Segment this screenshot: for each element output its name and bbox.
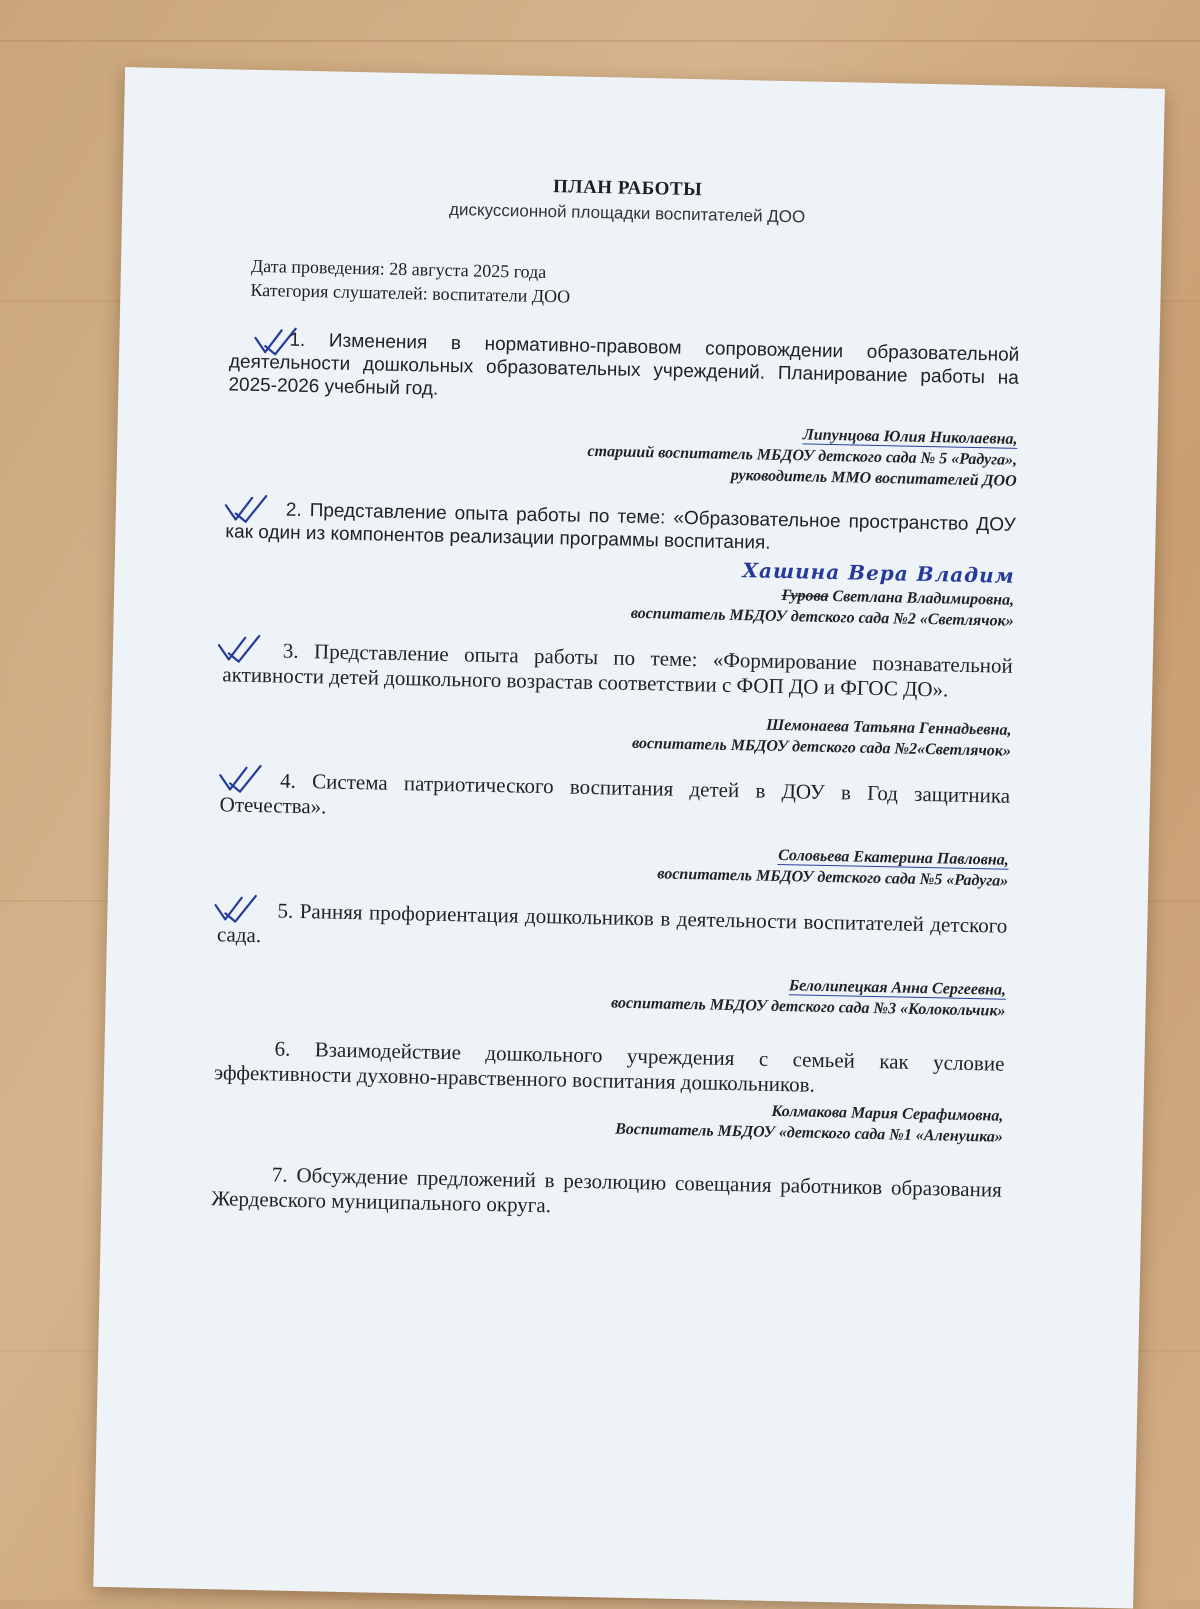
document-title: ПЛАН РАБОТЫ: [552, 176, 703, 201]
speaker-name: Шемонаева Татьяна Геннадьевна,: [766, 716, 1012, 739]
speaker-block-3: [221, 703, 1012, 762]
speaker-role: воспитатель МБДОУ детского сада №2«Светлячок»: [631, 734, 1012, 760]
speaker-role: воспитатель МБДОУ детского сада №2 «Светлячок»: [630, 604, 1014, 630]
agenda-item-text: 3. Представление опыта работы по теме: «Формирование познавательной активности детей дошкольного возрастав соответствии с ФОП ДО и ФГОС ДО».: [222, 638, 1014, 702]
speaker-name: Соловьева Екатерина Павловна,: [778, 846, 1009, 869]
speaker-role-2: руководитель ММО воспитателей ДОО: [730, 466, 1017, 490]
speaker-role: воспитатель МБДОУ детского сада №5 «Радуга»: [657, 865, 1009, 890]
agenda-item-4: [219, 767, 1010, 834]
handwritten-check-icon: [216, 761, 287, 796]
handwritten-check-icon: [222, 491, 293, 526]
agenda-item-3: [222, 637, 1013, 704]
date-line: Дата проведения: 28 августа 2025 года: [250, 255, 547, 282]
agenda-item-7: [211, 1161, 1002, 1228]
agenda-item-text: 2. Представление опыта работы по теме: «Образовательное пространство ДОУ как один из компонентов реализации программы воспитания.: [225, 499, 1016, 554]
agenda-item-text: 6. Взаимодействие дошкольного учреждения с семьей как условие эффективности духовно-нравственного воспитания дошкольников.: [213, 1036, 1005, 1097]
meta-block: [250, 254, 1021, 318]
agenda-item-5: [217, 897, 1008, 964]
document-subtitle: дискуссионной площадки воспитателей ДОО: [448, 199, 806, 227]
handwritten-check-icon: [211, 891, 282, 926]
category-line: Категория слушателей: воспитатели ДОО: [250, 279, 571, 307]
agenda-item-text: 4. Система патриотического воспитания детей в ДОУ в Год защитника Отечества».: [219, 768, 1011, 819]
handwritten-name: Хашина Вера Владим: [742, 558, 1015, 588]
speaker-block-5: [215, 963, 1006, 1022]
speaker-role: воспитатель МБДОУ детского сада №3 «Колокольчик»: [610, 994, 1006, 1020]
speaker-role: старший воспитатель МБДОУ детского сада № 5 «Радуга»,: [587, 442, 1018, 469]
handwritten-check-icon: [251, 324, 322, 359]
agenda-item-text: 5. Ранняя профориентация дошкольников в деятельности воспитателей детского сада.: [216, 898, 1008, 948]
document-content: [211, 169, 1023, 1227]
speaker-name-struck: Гурова: [781, 586, 829, 605]
speaker-block-1: [227, 412, 1018, 492]
speaker-role: Воспитатель МБДОУ «детского сада №1 «Аленушка»: [614, 1120, 1004, 1146]
agenda-item-2: [225, 497, 1016, 560]
document-page: [93, 67, 1165, 1608]
speaker-block-4: [218, 833, 1009, 892]
speaker-name: Колмакова Мария Серафимовна,: [771, 1102, 1004, 1125]
agenda-item-1: [228, 327, 1019, 413]
handwritten-check-icon: [215, 631, 286, 666]
speaker-block-2: [224, 558, 1015, 632]
speaker-name: Липунцова Юлия Николаевна,: [802, 426, 1018, 448]
speaker-name: Белолипецкая Анна Сергеевна,: [788, 977, 1007, 999]
agenda-item-text: 7. Обсуждение предложений в резолюцию совещания работников образования Жердевского муниципального округа.: [211, 1162, 1003, 1218]
speaker-name: Светлана Владимировна,: [832, 588, 1015, 609]
agenda-item-text: 1. Изменения в нормативно-правовом сопровождении образовательной деятельности дошкольных образовательных учреждений. Планирование работы на 2025-2026 учебный год.: [228, 329, 1020, 400]
